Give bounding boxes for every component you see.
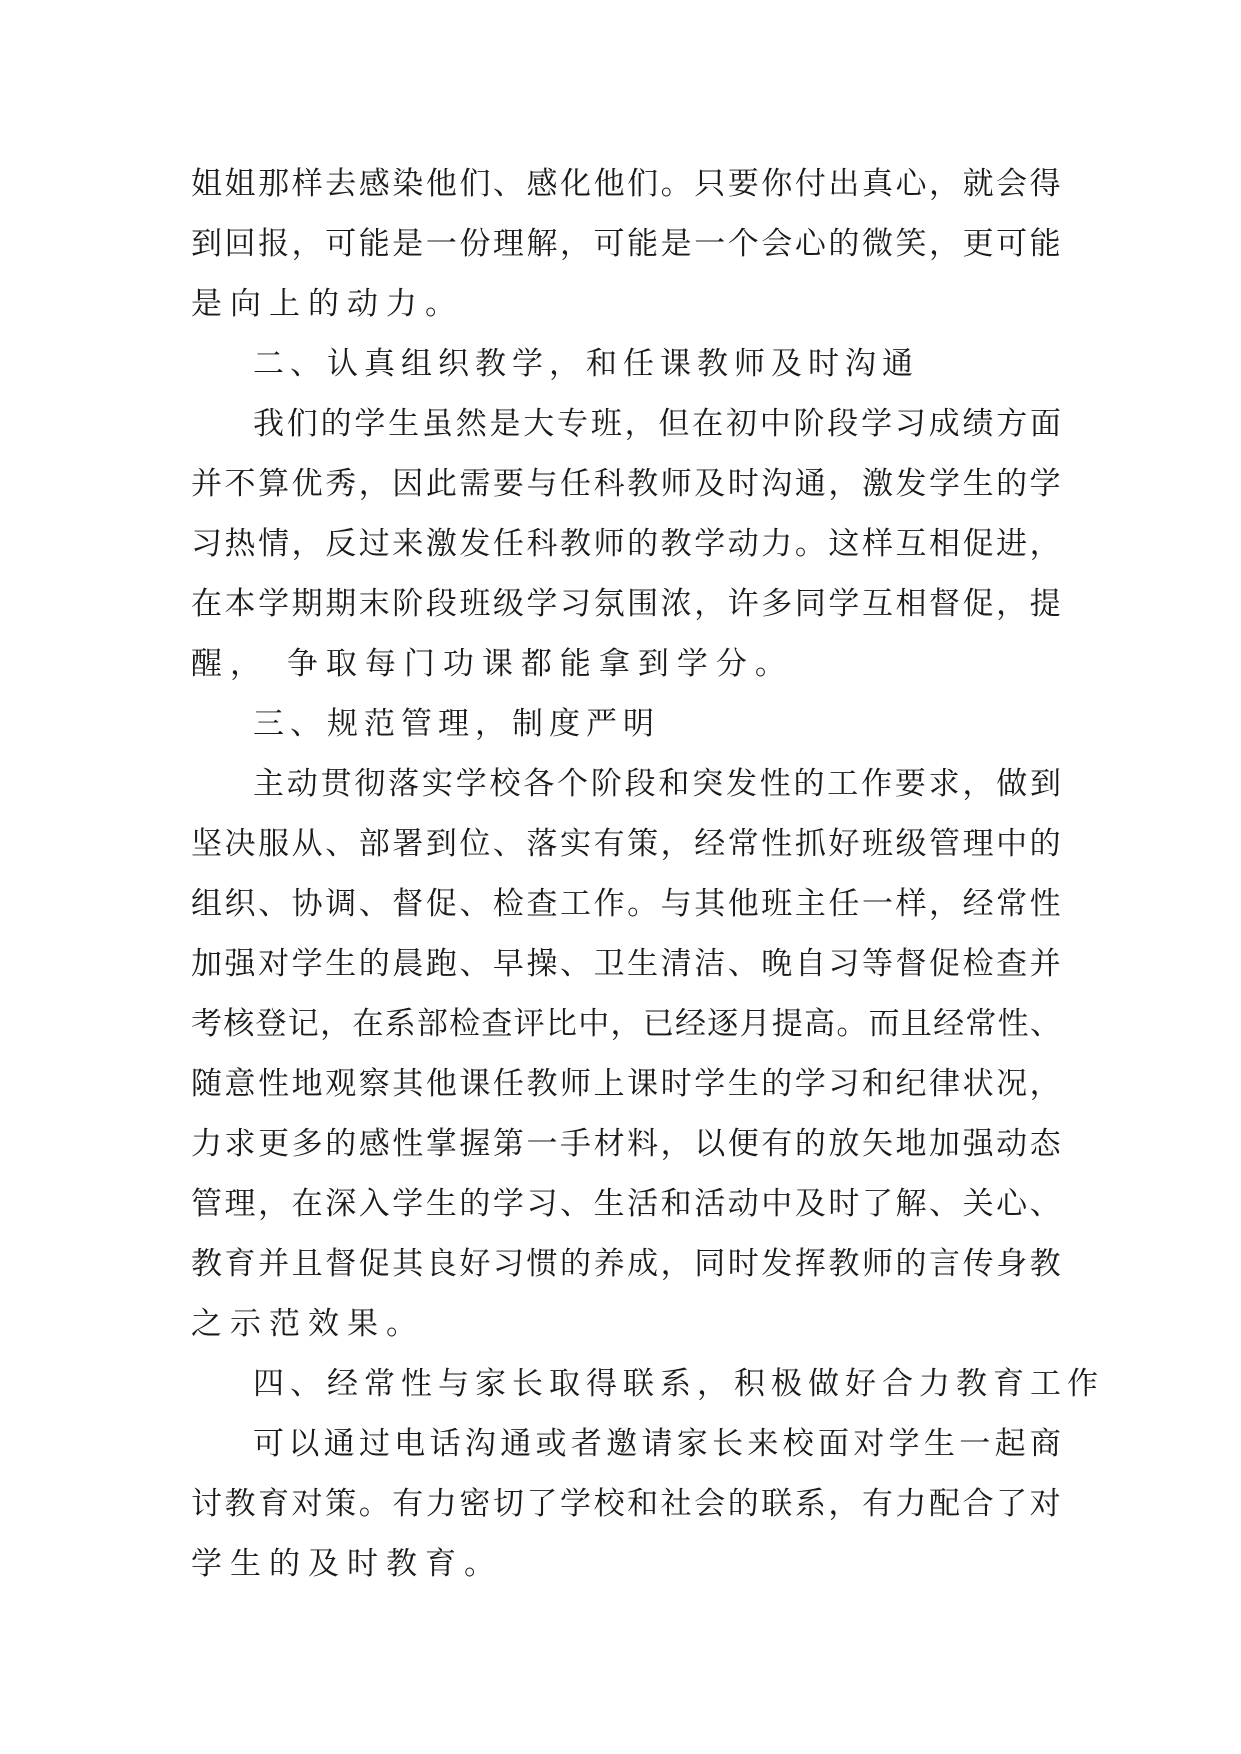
text-line: 到 回 报 ， 可 能 是 一 份 理 解 ， 可 能 是 一 个 会 心 的 微 笑 ， 更 可 能 — [191, 226, 1061, 262]
text-line: 坚 决 服 从 、 部 署 到 位 、 落 实 有 策 ， 经 常 性 抓 好 班 级 管 理 中 的 — [191, 826, 1061, 862]
section-heading — [191, 334, 1061, 394]
text-line: 可 以 通 过 电 话 沟 通 或 者 邀 请 家 长 来 校 面 对 学 生 一 起 商 — [253, 1426, 1061, 1462]
text-line: 加 强 对 学 生 的 晨 跑 、 早 操 、 卫 生 清 洁 、 晚 自 习 等 督 促 检 查 并 — [191, 946, 1061, 982]
heading-line: 二、认真组织教学，和任课教师及时沟通 — [253, 346, 919, 382]
paragraph — [191, 154, 1061, 334]
document-body — [191, 154, 1104, 1594]
text-line: 之示范效果。 — [191, 1306, 425, 1342]
text-line: 在 本 学 期 期 末 阶 段 班 级 学 习 氛 围 浓 ， 许 多 同 学 互 相 督 促 ， 提 — [191, 586, 1061, 622]
text-line: 是向上的动力。 — [191, 286, 464, 322]
section-heading — [191, 694, 1061, 754]
text-line: 姐 姐 那 样 去 感 染 他 们 、 感 化 他 们 。 只 要 你 付 出 真 心 ， 就 会 得 — [191, 166, 1061, 202]
text-line: 学生的及时教育。 — [191, 1546, 503, 1582]
section-heading — [191, 1354, 1104, 1414]
text-line: 组 织 、 协 调 、 督 促 、 检 查 工 作 。 与 其 他 班 主 任 一 样 ， 经 常 性 — [191, 886, 1061, 922]
text-line: 考 核 登 记 ， 在 系 部 检 查 评 比 中 ， 已 经 逐 月 提 高 。 而 且 经 常 性 、 — [191, 1006, 1061, 1042]
text-line: 教 育 并 且 督 促 其 良 好 习 惯 的 养 成 ， 同 时 发 挥 教 师 的 言 传 身 教 — [191, 1246, 1061, 1282]
text-line: 并 不 算 优 秀 ， 因 此 需 要 与 任 科 教 师 及 时 沟 通 ， 激 发 学 生 的 学 — [191, 466, 1061, 502]
text-line: 随 意 性 地 观 察 其 他 课 任 教 师 上 课 时 学 生 的 学 习 和 纪 律 状 况 ， — [191, 1066, 1061, 1102]
text-line: 力 求 更 多 的 感 性 掌 握 第 一 手 材 料 ， 以 便 有 的 放 矢 地 加 强 动 态 — [191, 1126, 1061, 1162]
heading-line: 四、经常性与家长取得联系，积极做好合力教育工作 — [253, 1366, 1104, 1402]
text-line: 主 动 贯 彻 落 实 学 校 各 个 阶 段 和 突 发 性 的 工 作 要 求 ， 做 到 — [253, 766, 1061, 802]
text-line: 讨 教 育 对 策 。 有 力 密 切 了 学 校 和 社 会 的 联 系 ， 有 力 配 合 了 对 — [191, 1486, 1061, 1522]
text-line: 管 理 ， 在 深 入 学 生 的 学 习 、 生 活 和 活 动 中 及 时 了 解 、 关 心 、 — [191, 1186, 1061, 1222]
paragraph — [191, 1414, 1061, 1594]
paragraph — [191, 394, 1061, 694]
paragraph — [191, 754, 1061, 1354]
text-line: 醒， 争取每门功课都能拿到学分。 — [191, 646, 794, 682]
text-line: 习 热 情 ， 反 过 来 激 发 任 科 教 师 的 教 学 动 力 。 这 样 互 相 促 进 ， — [191, 526, 1061, 562]
text-line: 我 们 的 学 生 虽 然 是 大 专 班 ， 但 在 初 中 阶 段 学 习 成 绩 方 面 — [253, 406, 1061, 442]
heading-line: 三、规范管理，制度严明 — [253, 706, 660, 742]
